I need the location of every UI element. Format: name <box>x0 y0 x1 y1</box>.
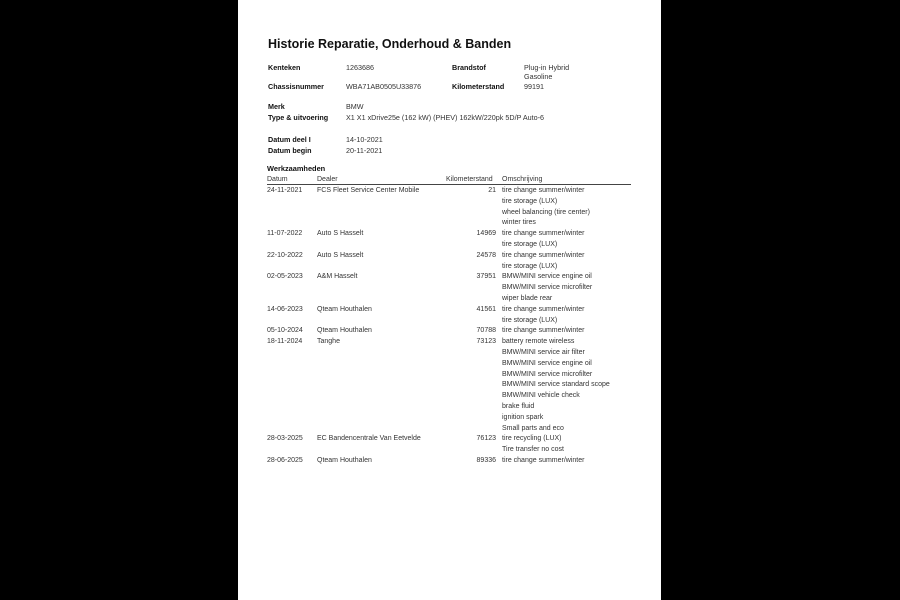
entry-description-item: tire change summer/winter <box>502 457 585 464</box>
entry-description-item: tire storage (LUX) <box>502 197 558 205</box>
column-header-kilometerstand: Kilometerstand <box>446 176 493 183</box>
label-kilometerstand: Kilometerstand <box>452 82 505 91</box>
entry-description-item: wiper blade rear <box>502 295 553 302</box>
entry-description-item: BMW/MINI service air filter <box>502 349 585 356</box>
column-header-datum: Datum <box>267 176 288 183</box>
entry-kilometerstand: 73123 <box>476 338 496 346</box>
entry-kilometerstand: 76123 <box>476 435 496 443</box>
entry-dealer: Qteam Houthalen <box>317 305 372 313</box>
entry-date: 28-03-2025 <box>267 435 303 443</box>
entry-description-item: winter tires <box>502 219 536 227</box>
value-type-uitvoering: X1 X1 xDrive25e (162 kW) (PHEV) 162kW/220pk 5D/P Auto-6 <box>346 113 545 122</box>
entry-description-item: BMW/MINI service standard scope <box>502 381 610 389</box>
entry-date: 24-11-2021 <box>267 187 303 194</box>
entry-description-item: battery remote wireless <box>502 338 575 346</box>
value-datum-deel-i: 14-10-2021 <box>346 135 383 144</box>
entry-kilometerstand: 41561 <box>476 305 496 313</box>
entry-dealer: Qteam Houthalen <box>317 457 372 464</box>
entry-dealer: FCS Fleet Service Center Mobile <box>317 187 420 194</box>
header-rule <box>267 184 631 185</box>
entry-kilometerstand: 24578 <box>476 251 496 259</box>
entry-dealer: Tanghe <box>317 338 340 346</box>
entry-date: 05-10-2024 <box>267 327 303 335</box>
entry-description-item: tire recycling (LUX) <box>502 435 562 443</box>
entry-dealer: Auto S Hasselt <box>317 230 364 238</box>
entry-description-item: wheel balancing (tire center) <box>502 208 590 216</box>
entry-description-item: tire storage (LUX) <box>502 316 558 324</box>
value-brandstof-line2: Gasoline <box>524 72 553 81</box>
entry-description-item: Small parts and eco <box>502 424 564 432</box>
entry-description-item: tire change summer/winter <box>502 305 585 313</box>
entry-date: 22-10-2022 <box>267 251 303 259</box>
label-datum-deel-i: Datum deel I <box>268 135 311 144</box>
entry-dealer: EC Bandencentrale Van Eetvelde <box>317 435 421 443</box>
value-chassisnummer: WBA71AB0505U33876 <box>346 82 422 91</box>
entry-dealer: Auto S Hasselt <box>317 251 364 259</box>
column-header-dealer: Dealer <box>317 176 338 183</box>
value-kilometerstand: 99191 <box>524 82 544 91</box>
entry-date: 11-07-2022 <box>267 230 303 238</box>
entry-description-item: BMW/MINI service engine oil <box>502 273 592 281</box>
entry-description-item: tire change summer/winter <box>502 251 585 259</box>
entry-kilometerstand: 89336 <box>476 457 496 464</box>
entry-description-item: BMW/MINI service microfilter <box>502 284 593 292</box>
entry-kilometerstand: 70788 <box>476 327 496 335</box>
entry-description-item: BMW/MINI service engine oil <box>502 359 592 367</box>
entry-description-item: ignition spark <box>502 413 544 421</box>
entry-description-item: BMW/MINI service microfilter <box>502 370 593 378</box>
label-kenteken: Kenteken <box>268 63 301 72</box>
entry-date: 02-05-2023 <box>267 273 303 281</box>
entry-kilometerstand: 14969 <box>476 230 496 238</box>
label-merk: Merk <box>268 102 285 111</box>
value-datum-begin: 20-11-2021 <box>346 146 383 155</box>
value-brandstof-line1: Plug-in Hybrid <box>524 63 570 72</box>
label-chassisnummer: Chassisnummer <box>268 82 324 91</box>
entry-description-item: Tire transfer no cost <box>502 446 564 454</box>
entry-date: 28-06-2025 <box>267 457 303 464</box>
label-type-uitvoering: Type & uitvoering <box>268 113 329 122</box>
column-header-omschrijving: Omschrijving <box>502 176 543 183</box>
entry-description-item: brake fluid <box>502 403 535 410</box>
document-title: Historie Reparatie, Onderhoud & Banden <box>268 37 512 51</box>
document-page <box>238 0 661 600</box>
entry-dealer: A&M Hasselt <box>317 273 358 281</box>
entry-description-item: tire storage (LUX) <box>502 241 558 248</box>
entry-date: 18-11-2024 <box>267 338 303 346</box>
section-title: Werkzaamheden <box>267 164 326 173</box>
label-datum-begin: Datum begin <box>268 146 312 155</box>
entry-dealer: Qteam Houthalen <box>317 327 372 335</box>
entry-description-item: tire change summer/winter <box>502 230 585 238</box>
entry-description-item: BMW/MINI vehicle check <box>502 392 580 400</box>
entry-description-item: tire change summer/winter <box>502 327 585 335</box>
label-brandstof: Brandstof <box>452 63 486 72</box>
entry-kilometerstand: 21 <box>488 187 496 194</box>
entry-description-item: tire change summer/winter <box>502 187 585 194</box>
value-kenteken: 1263686 <box>346 63 374 72</box>
entry-date: 14-06-2023 <box>267 305 303 313</box>
value-merk: BMW <box>346 102 364 111</box>
entry-description-item: tire storage (LUX) <box>502 262 558 270</box>
entry-kilometerstand: 37951 <box>476 273 496 281</box>
